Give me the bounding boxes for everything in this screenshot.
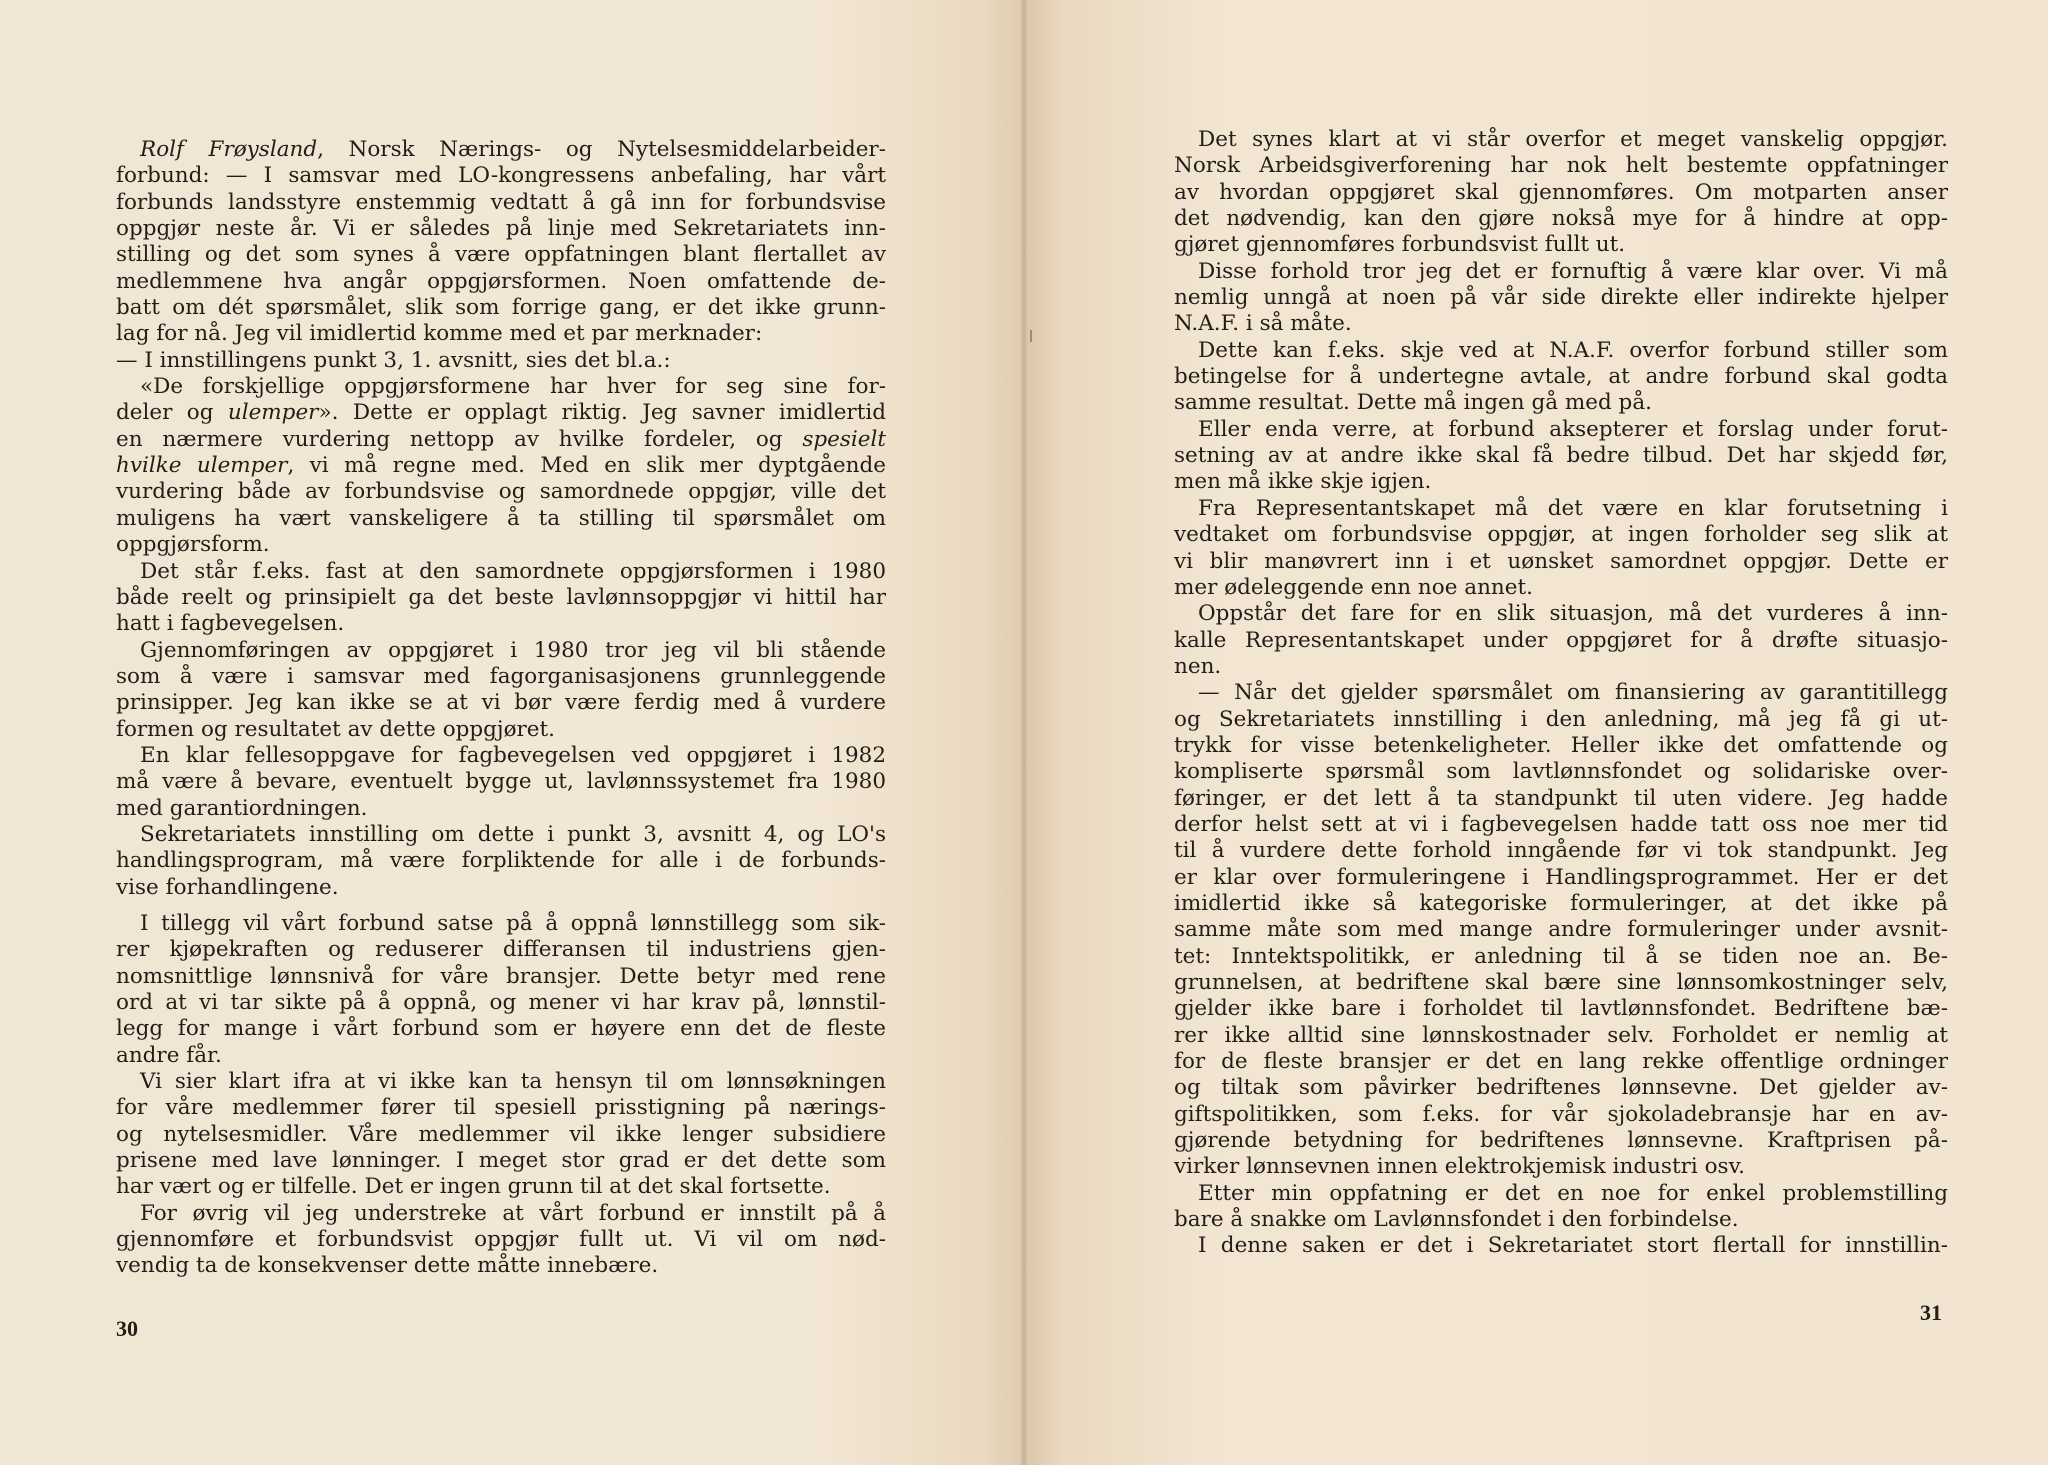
- text-line: gjennomføre et forbundsvist oppgjør fullt ut. Vi vil om nød-: [116, 1227, 886, 1253]
- text-line: Eller enda verre, at forbund aksepterer et forslag under forut-: [1198, 416, 1948, 442]
- text-line: medlemmene hva angår oppgjørsformen. Noen omfattende de-: [116, 268, 886, 294]
- text-line: oppgjør neste år. Vi er således på linje med Sekretariatets inn-: [116, 216, 886, 242]
- text-line: samme resultat. Dette må ingen gå med på.: [1174, 390, 1652, 416]
- text-line: — Når det gjelder spørsmålet om finansiering av garantitillegg: [1198, 680, 1948, 706]
- text-line: lag for nå. Jeg vil imidlertid komme med et par merknader:: [116, 321, 763, 347]
- text-line: oppgjørsform.: [116, 532, 270, 558]
- margin-mark: [1030, 330, 1032, 342]
- text-line: Dette kan f.eks. skje ved at N.A.F. overfor forbund stiller som: [1198, 337, 1948, 363]
- text-line: stilling og det som synes å være oppfatningen blant flertallet av: [116, 242, 886, 268]
- text-line: en nærmere vurdering nettopp av hvilke fordeler, og spesielt: [116, 426, 886, 452]
- text-line: forbunds landsstyre enstemmig vedtatt å gå inn for forbundsvise: [116, 189, 886, 215]
- text-line: gjelder ikke bare i forholdet til lavtlønnsfondet. Bedriftene bæ-: [1174, 996, 1948, 1022]
- text-line: forbund: — I samsvar med LO-kongressens anbefaling, har vårt: [116, 163, 886, 189]
- text-line: Disse forhold tror jeg det er fornuftig å være klar over. Vi må: [1198, 258, 1948, 284]
- text-line: og Sekretariatets innstilling i den anledning, må jeg få gi ut-: [1174, 706, 1948, 732]
- right-text-column: [1174, 127, 1948, 1260]
- text-line: men må ikke skje igjen.: [1174, 469, 1432, 495]
- text-line: til å vurdere dette forhold inngående før vi tok standpunkt. Jeg: [1174, 838, 1948, 864]
- text-line: hvilke ulemper, vi må regne med. Med en slik mer dyptgående: [116, 453, 886, 479]
- text-line: kalle Representantskapet under oppgjøret for å drøfte situasjo-: [1174, 627, 1948, 653]
- text-line: hatt i fagbevegelsen.: [116, 611, 345, 637]
- text-line: legg for mange i vårt forbund som er høyere enn det de fleste: [116, 1016, 886, 1042]
- text-line: Rolf Frøysland, Norsk Nærings- og Nytelsesmiddelarbeider-: [140, 137, 886, 162]
- text-line: vise forhandlingene.: [116, 874, 339, 900]
- text-line: er klar over formuleringene i Handlingsprogrammet. Her er det: [1174, 864, 1948, 890]
- text-line: virker lønnsevnen innen elektrokjemisk industri osv.: [1174, 1154, 1745, 1180]
- text-line: I denne saken er det i Sekretariatet stort flertall for innstillin-: [1198, 1233, 1948, 1259]
- text-line: — I innstillingens punkt 3, 1. avsnitt, sies det bl.a.:: [116, 347, 671, 373]
- text-line: for de fleste bransjer er det en lang rekke offentlige ordninger: [1174, 1049, 1948, 1075]
- text-line: derfor helst sett at vi i fagbevegelsen hadde tatt oss noe mer tid: [1174, 811, 1948, 837]
- text-line: bare å snakke om Lavlønnsfondet i den forbindelse.: [1174, 1207, 1739, 1233]
- text-line: setning av at andre ikke skal få bedre tilbud. Det har skjedd før,: [1174, 443, 1948, 469]
- text-line: Sekretariatets innstilling om dette i punkt 3, avsnitt 4, og LO's: [140, 821, 886, 847]
- left-text-column: [116, 137, 886, 1280]
- text-line: Det synes klart at vi står overfor et meget vanskelig oppgjør.: [1198, 127, 1948, 152]
- text-line: muligens ha vært vanskeligere å ta stilling til spørsmålet om: [116, 505, 886, 531]
- text-line: «De forskjellige oppgjørsformene har hver for seg sine for-: [140, 374, 886, 400]
- text-line: av hvordan oppgjøret skal gjennomføres. Om motparten anser: [1174, 179, 1948, 205]
- text-line: som å være i samsvar med fagorganisasjonens grunnleggende: [116, 663, 886, 689]
- text-line: vurdering både av forbundsvise og samordnede oppgjør, ville det: [116, 479, 886, 505]
- text-line: gjøret gjennomføres forbundsvist fullt ut.: [1174, 232, 1626, 258]
- text-line: For øvrig vil jeg understreke at vårt forbund er innstilt på å: [140, 1200, 886, 1226]
- text-line: andre får.: [116, 1042, 222, 1068]
- text-line: giftspolitikken, som f.eks. for vår sjokoladebransje har en av-: [1174, 1101, 1948, 1127]
- text-line: N.A.F. i så måte.: [1174, 311, 1352, 337]
- text-line: betingelse for å undertegne avtale, at andre forbund skal godta: [1174, 364, 1948, 390]
- text-line: vedtaket om forbundsvise oppgjør, at ingen forholder seg slik at: [1174, 522, 1948, 548]
- text-line: må være å bevare, eventuelt bygge ut, lavlønnssystemet fra 1980: [116, 769, 886, 795]
- text-line: rer kjøpekraften og reduserer differansen til industriens gjen-: [116, 937, 886, 963]
- text-line: Etter min oppfatning er det en noe for enkel problemstilling: [1198, 1180, 1948, 1206]
- text-line: nen.: [1174, 653, 1222, 679]
- text-line: tet: Inntektspolitikk, er anledning til å se tiden noe an. Be-: [1174, 943, 1948, 969]
- text-line: grunnelsen, at bedriftene skal bære sine lønnsomkostninger selv,: [1174, 970, 1948, 995]
- text-line: nomsnittlige lønnsnivå for våre bransjer. Dette betyr med rene: [116, 963, 886, 989]
- text-line: med garantiordningen.: [116, 795, 368, 821]
- text-line: ord at vi tar sikte på å oppnå, og mener vi har krav på, lønnstil-: [116, 990, 886, 1015]
- text-line: handlingsprogram, må være forpliktende for alle i de forbunds-: [116, 848, 886, 874]
- paragraph-gap: [116, 901, 886, 911]
- text-line: for våre medlemmer fører til spesiell prisstigning på nærings-: [116, 1095, 886, 1121]
- text-line: føringer, er det lett å ta standpunkt til uten videre. Jeg hadde: [1174, 785, 1948, 811]
- text-line: gjørende betydning for bedriftenes lønnsevne. Kraftprisen på-: [1174, 1128, 1948, 1154]
- text-line: Oppstår det fare for en slik situasjon, må det vurderes å inn-: [1198, 601, 1948, 627]
- text-line: I tillegg vil vårt forbund satse på å oppnå lønnstillegg som sik-: [140, 910, 886, 936]
- text-line: Det står f.eks. fast at den samordnete oppgjørsformen i 1980: [140, 558, 886, 584]
- text-line: rer ikke alltid sine lønnskostnader selv. Forholdet er nemlig at: [1174, 1022, 1948, 1048]
- book-gutter: [1021, 0, 1027, 1465]
- text-line: trykk for visse betenkeligheter. Heller ikke det omfattende og: [1174, 732, 1948, 758]
- text-line: deler og ulemper». Dette er opplagt riktig. Jeg savner imidlertid: [116, 400, 886, 426]
- text-line: En klar fellesoppgave for fagbevegelsen ved oppgjøret i 1982: [140, 742, 886, 768]
- text-line: imidlertid ikke så kategoriske formuleringer, at det ikke på: [1174, 890, 1948, 916]
- text-line: kompliserte spørsmål som lavtlønnsfondet og solidariske over-: [1174, 759, 1948, 785]
- text-line: Norsk Arbeidsgiverforening har nok helt bestemte oppfatninger: [1174, 153, 1948, 179]
- page-number-left: 30: [116, 1316, 138, 1341]
- text-line: prisene med lave lønninger. I meget stor grad er det dette som: [116, 1148, 886, 1174]
- text-line: Gjennomføringen av oppgjøret i 1980 tror jeg vil bli stående: [140, 637, 886, 663]
- text-line: både reelt og prinsipielt ga det beste lavlønnsoppgjør vi hittil har: [116, 584, 886, 610]
- text-line: det nødvendig, kan den gjøre nokså mye for å hindre at opp-: [1174, 206, 1948, 232]
- text-line: prinsipper. Jeg kan ikke se at vi bør være ferdig med å vurdere: [116, 690, 886, 716]
- text-line: vi blir manøvrert inn i et uønsket samordnet oppgjør. Dette er: [1174, 548, 1948, 574]
- text-line: har vært og er tilfelle. Det er ingen grunn til at det skal fortsette.: [116, 1174, 831, 1200]
- text-line: formen og resultatet av dette oppgjøret.: [116, 716, 556, 742]
- text-line: vendig ta de konsekvenser dette måtte innebære.: [116, 1253, 659, 1279]
- text-line: samme måte som med mange andre formuleringer under avsnit-: [1174, 917, 1948, 943]
- text-line: nemlig unngå at noen på vår side direkte eller indirekte hjelper: [1174, 285, 1948, 311]
- page-number-right: 31: [1920, 1300, 1942, 1325]
- text-line: og tiltak som påvirker bedriftenes lønnsevne. Det gjelder av-: [1174, 1075, 1948, 1101]
- text-line: Vi sier klart ifra at vi ikke kan ta hensyn til om lønnsøkningen: [140, 1069, 886, 1095]
- text-line: Fra Representantskapet må det være en klar forutsetning i: [1198, 495, 1948, 521]
- text-line: batt om dét spørsmålet, slik som forrige gang, er det ikke grunn-: [116, 295, 886, 321]
- text-line: mer ødeleggende enn noe annet.: [1174, 574, 1533, 600]
- text-line: og nytelsesmidler. Våre medlemmer vil ikke lenger subsidiere: [116, 1121, 886, 1147]
